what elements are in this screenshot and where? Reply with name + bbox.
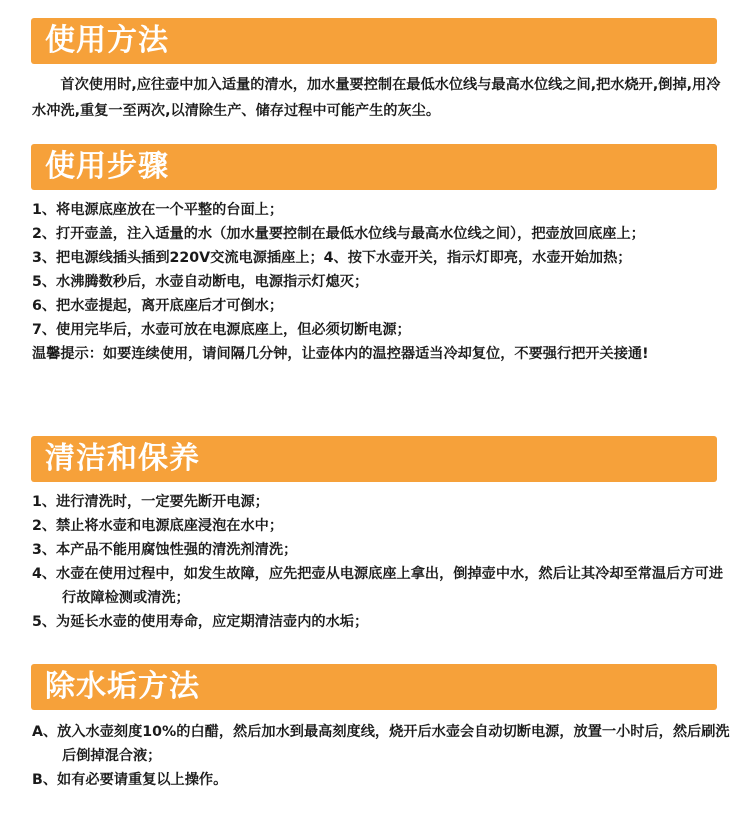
list-item: 1、进行清洗时，一定要先断开电源； [32,494,269,510]
section-header-cleaning [31,436,717,482]
list-item: 2、打开壶盖，注入适量的水（加水量要控制在最低水位线与最高水位线之间），把壶放回底座上； [32,226,645,242]
list-item: 2、禁止将水壶和电源底座浸泡在水中； [32,518,284,534]
descaling-list [32,720,732,792]
list-item: B、如有必要请重复以上操作。 [32,772,228,788]
list-item: 3、把电源线插头插到220V交流电源插座上；4、按下水壶开关，指示灯即亮，水壶开始加热； [32,250,632,266]
cleaning-list [32,490,732,634]
section-header-usage-method [31,18,717,64]
usage-steps-list [32,198,732,366]
list-item: 4、水壶在使用过程中，如发生故障，应先把壶从电源底座上拿出，倒掉壶中水，然后让其冷却至常温后方可进行故障检测或清洗； [32,566,723,606]
list-item: 6、把水壶提起，离开底座后才可倒水； [32,298,284,314]
usage-method-paragraph: 首次使用时,应往壶中加入适量的清水，加水量要控制在最低水位线与最高水位线之间,把水烧开,倒掉,用冷水冲洗,重复一至两次,以清除生产、储存过程中可能产生的灰尘。 [32,77,721,119]
list-item: 1、将电源底座放在一个平整的台面上； [32,202,284,218]
section-title: 清洁和保养 [45,441,200,476]
section-header-descaling [31,664,717,710]
warm-tip: 温馨提示：如要连续使用，请间隔几分钟，让壶体内的温控器适当冷却复位，不要强行把开关接通! [32,346,649,362]
list-item: A、放入水壶刻度10%的白醋，然后加水到最高刻度线，烧开后水壶会自动切断电源，放置一小时后，然后刷洗后倒掉混合液； [32,724,730,764]
list-item: 5、为延长水壶的使用寿命，应定期清洁壶内的水垢； [32,614,369,630]
section-title: 使用步骤 [45,149,169,184]
list-item: 3、本产品不能用腐蚀性强的清洗剂清洗； [32,542,298,558]
section-title: 除水垢方法 [45,669,200,704]
section-header-usage-steps [31,144,717,190]
list-item: 5、水沸腾数秒后，水壶自动断电，电源指示灯熄灭； [32,274,369,290]
section-title: 使用方法 [45,23,169,58]
list-item: 7、使用完毕后，水壶可放在电源底座上，但必须切断电源； [32,322,411,338]
